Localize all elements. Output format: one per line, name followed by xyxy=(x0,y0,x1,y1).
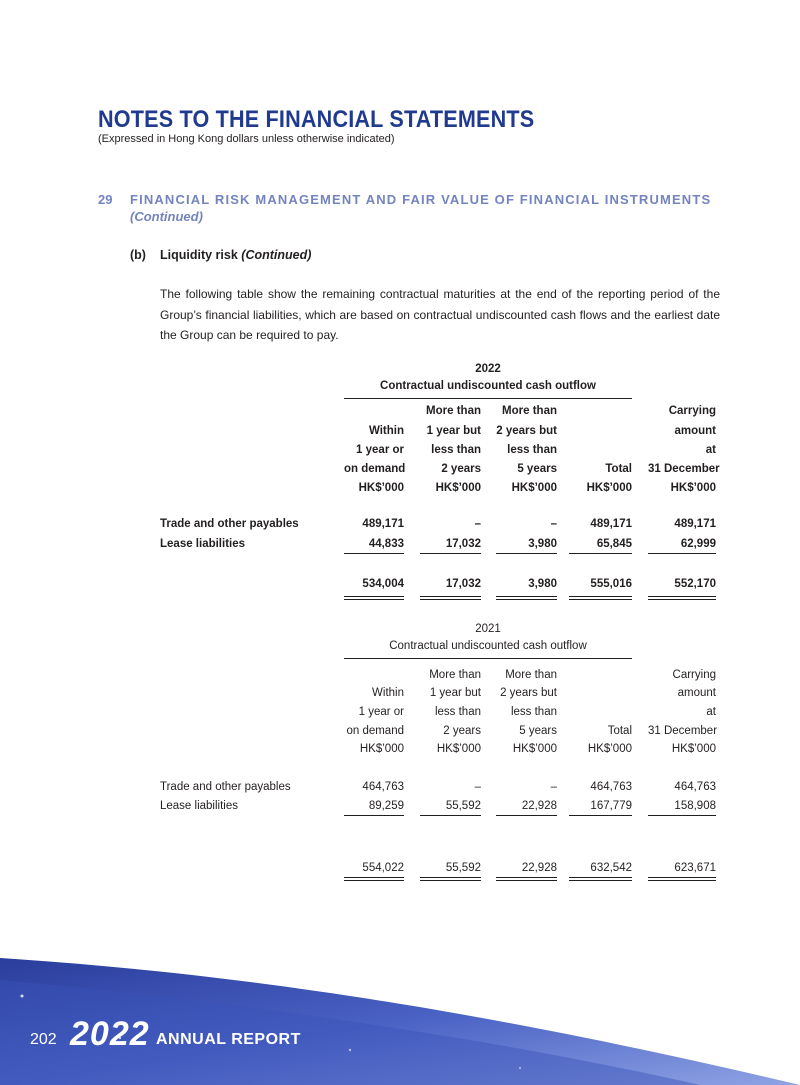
column-header-line: 2 years xyxy=(441,463,481,475)
column-header-line: HK$’000 xyxy=(587,743,632,755)
total-double-rule xyxy=(496,877,557,881)
column-header-line: HK$’000 xyxy=(435,482,481,494)
cell-value: 44,833 xyxy=(368,538,404,550)
column-header-line: less than xyxy=(434,706,481,718)
table-group-header: Contractual undiscounted cash outflow xyxy=(389,640,587,652)
column-header-line: More than xyxy=(429,669,481,681)
cell-value: 17,032 xyxy=(445,538,481,550)
total-double-rule xyxy=(420,877,481,881)
page-title: NOTES TO THE FINANCIAL STATEMENTS xyxy=(98,106,535,133)
column-header-line: 1 year but xyxy=(426,425,481,437)
column-header-line: less than xyxy=(507,444,557,456)
column-header-line: 5 years xyxy=(519,725,557,737)
column-header-line: 2 years but xyxy=(500,687,557,699)
cell-value: – xyxy=(550,781,557,793)
total-double-rule xyxy=(344,596,404,600)
column-header-line: HK$’000 xyxy=(511,482,557,494)
column-header-line: 2 years but xyxy=(496,425,557,437)
group-header-rule xyxy=(344,398,632,399)
column-header-line: 5 years xyxy=(517,463,557,475)
column-header-line: More than xyxy=(505,669,557,681)
cell-value: 55,592 xyxy=(445,800,481,812)
column-header-line: 31 December xyxy=(648,725,718,737)
subtotal-rule xyxy=(420,815,481,816)
cell-value: 489,171 xyxy=(590,518,632,530)
cell-value: 464,763 xyxy=(362,781,404,793)
cell-value: – xyxy=(474,518,481,530)
row-label: Lease liabilities xyxy=(160,800,238,812)
total-double-rule xyxy=(648,596,716,600)
subsection-label: (b) xyxy=(130,248,146,262)
table-group-header: Contractual undiscounted cash outflow xyxy=(380,380,596,392)
section-number: 29 xyxy=(98,192,113,207)
subsection-title xyxy=(160,248,311,262)
total-double-rule xyxy=(496,596,557,600)
cell-value: 65,845 xyxy=(596,538,632,550)
column-header-line: HK$’000 xyxy=(436,743,481,755)
subtotal-rule xyxy=(344,815,404,816)
subtotal-rule xyxy=(496,815,557,816)
column-header-line: less than xyxy=(431,444,481,456)
subtotal-rule xyxy=(648,815,716,816)
group-header-rule xyxy=(344,658,632,659)
column-header-line: Total xyxy=(605,463,632,475)
column-header-line: Carrying xyxy=(668,405,716,417)
row-label: Lease liabilities xyxy=(160,538,246,550)
section-continued: (Continued) xyxy=(130,209,203,224)
total-value: 17,032 xyxy=(445,578,481,590)
total-value: 554,022 xyxy=(362,862,404,874)
column-header-line: HK$’000 xyxy=(670,482,716,494)
cell-value: 22,928 xyxy=(521,800,557,812)
cell-value: 489,171 xyxy=(674,518,716,530)
column-header-line: on demand xyxy=(346,725,404,737)
column-header-line: Within xyxy=(368,425,404,437)
column-header-line: HK$’000 xyxy=(358,482,404,494)
cell-value: 158,908 xyxy=(674,800,716,812)
cell-value: 167,779 xyxy=(590,800,632,812)
column-header-line: 1 year or xyxy=(358,706,404,718)
column-header-line: More than xyxy=(502,405,557,417)
total-value: 3,980 xyxy=(528,578,557,590)
subtotal-rule xyxy=(344,553,404,554)
cell-value: 489,171 xyxy=(362,518,404,530)
subsection-title-text: Liquidity risk xyxy=(160,248,238,262)
cell-value: 3,980 xyxy=(528,538,557,550)
subtotal-rule xyxy=(569,815,632,816)
report-label: ANNUAL REPORT xyxy=(156,1031,301,1048)
total-value: 555,016 xyxy=(590,578,632,590)
total-value: 623,671 xyxy=(674,862,716,874)
column-header-line: 1 year or xyxy=(356,444,404,456)
column-header-line: HK$’000 xyxy=(359,743,404,755)
total-double-rule xyxy=(344,877,404,881)
cell-value: 464,763 xyxy=(674,781,716,793)
column-header-line: HK$’000 xyxy=(586,482,632,494)
total-value: 534,004 xyxy=(362,578,404,590)
footer-band xyxy=(0,940,800,1085)
column-header-line: Within xyxy=(372,687,404,699)
cell-value: – xyxy=(550,518,557,530)
row-label: Trade and other payables xyxy=(160,518,299,530)
column-header-line: at xyxy=(706,706,716,718)
column-header-line: Carrying xyxy=(672,669,716,681)
section-title: FINANCIAL RISK MANAGEMENT AND FAIR VALUE OF FINANCIAL INSTRUMENTS xyxy=(130,192,712,207)
column-header-line: less than xyxy=(510,706,557,718)
total-double-rule xyxy=(648,877,716,881)
cell-value: 89,259 xyxy=(368,800,404,812)
subtotal-rule xyxy=(569,553,632,554)
column-header-line: amount xyxy=(677,687,716,699)
page-subtitle: (Expressed in Hong Kong dollars unless otherwise indicated) xyxy=(98,133,395,145)
intro-paragraph: The following table show the remaining contractual maturities at the end of the reporting period of the Group’s financial liabilities, which are based on contractual undiscounted cash flows and the earliest date the Group can be required to pay. xyxy=(160,287,720,342)
report-year: 2022 xyxy=(70,1015,150,1053)
cell-value: – xyxy=(474,781,481,793)
row-label: Trade and other payables xyxy=(160,781,291,793)
column-header-line: amount xyxy=(674,425,716,437)
total-value: 632,542 xyxy=(590,862,632,874)
column-header-line: 31 December xyxy=(648,463,720,475)
column-header-line: 2 years xyxy=(443,725,481,737)
total-value: 552,170 xyxy=(674,578,716,590)
cell-value: 464,763 xyxy=(590,781,632,793)
subtotal-rule xyxy=(496,553,557,554)
column-header-line: at xyxy=(705,444,716,456)
subsection-continued: (Continued) xyxy=(241,248,312,262)
column-header-line: Total xyxy=(607,725,632,737)
column-header-line: More than xyxy=(426,405,481,417)
column-header-line: 1 year but xyxy=(429,687,481,699)
subtotal-rule xyxy=(648,553,716,554)
total-double-rule xyxy=(569,877,632,881)
column-header-line: HK$’000 xyxy=(671,743,716,755)
column-header-line: HK$’000 xyxy=(512,743,557,755)
subtotal-rule xyxy=(420,553,481,554)
page-number: 202 xyxy=(30,1031,57,1048)
total-double-rule xyxy=(420,596,481,600)
table-year: 2022 xyxy=(475,363,501,375)
total-double-rule xyxy=(569,596,632,600)
total-value: 22,928 xyxy=(521,862,557,874)
cell-value: 62,999 xyxy=(680,538,716,550)
table-year: 2021 xyxy=(475,623,501,635)
total-value: 55,592 xyxy=(445,862,481,874)
column-header-line: on demand xyxy=(344,463,406,475)
